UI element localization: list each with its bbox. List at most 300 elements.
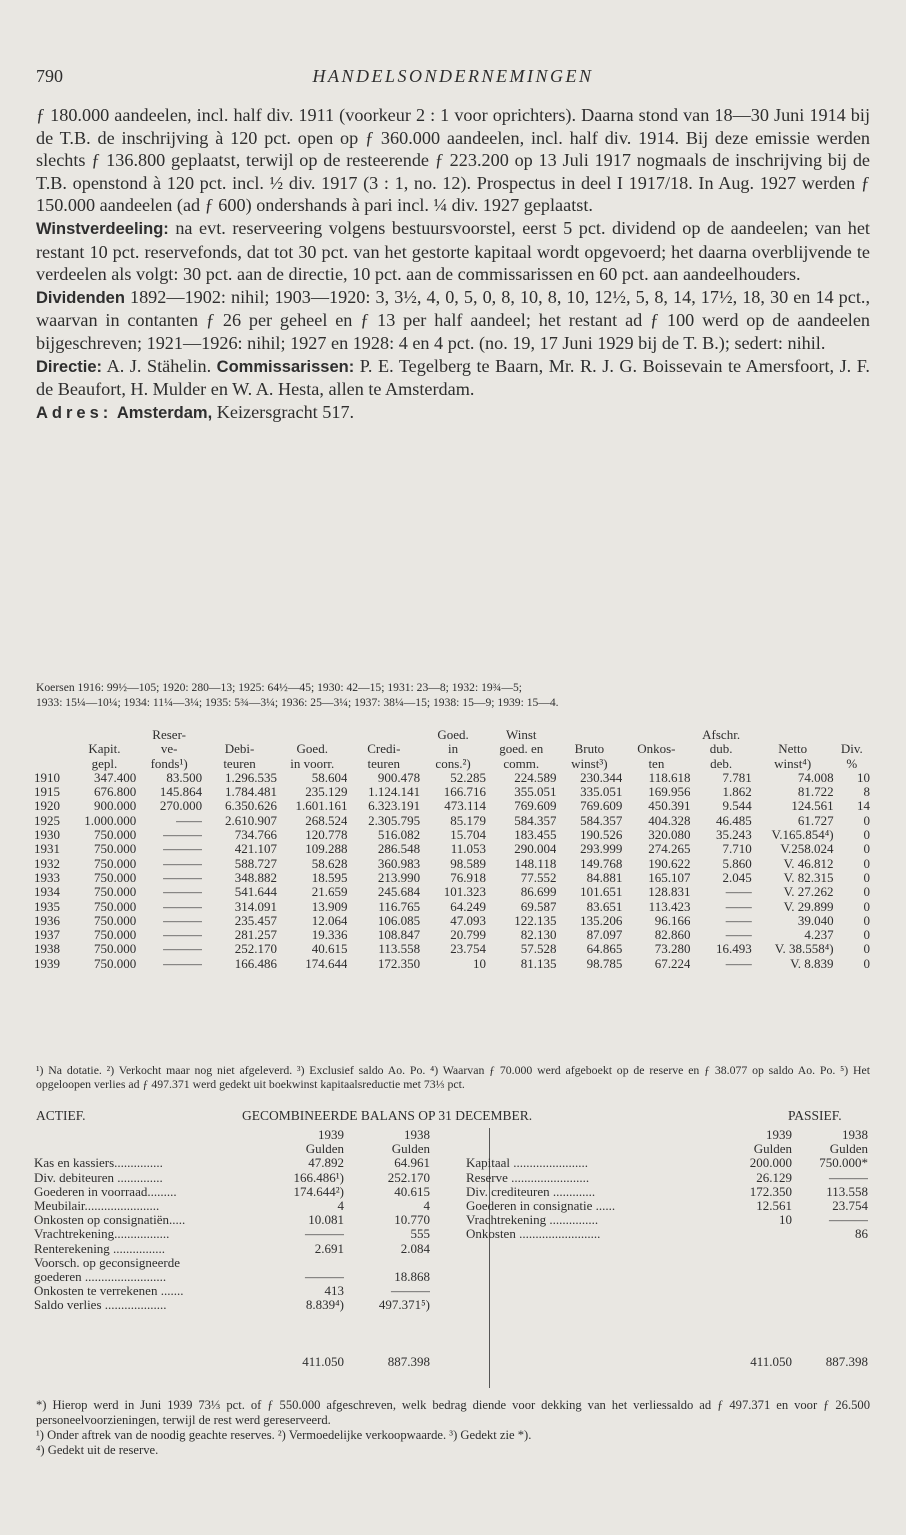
table-cell: 0 — [863, 956, 870, 971]
table-cell: 584.357 — [580, 813, 623, 828]
actief-row — [34, 1270, 430, 1284]
table-cell: 113.558 — [378, 942, 421, 957]
passief-item-label: Reserve ........................ — [466, 1170, 590, 1185]
table-header-row — [34, 742, 870, 756]
passief-row — [466, 1171, 868, 1185]
table-cell: V.258.024 — [780, 842, 834, 857]
actief-value-1939: 174.644²) — [293, 1184, 344, 1199]
passief-value-1939: 411.050 — [750, 1355, 792, 1370]
passief-value-1938: 86 — [855, 1227, 868, 1242]
passief-value-1939 — [726, 1227, 792, 1241]
table-cell: 473.114 — [444, 799, 487, 814]
table-cell: 7.781 — [722, 770, 752, 785]
table-cell: 750.000 — [93, 956, 137, 971]
table-cell: 1.601.161 — [295, 799, 348, 814]
table-cell: 8 — [863, 785, 870, 800]
table-cell: 9.544 — [722, 799, 752, 814]
spacer-row — [466, 1256, 868, 1270]
table-cell: 69.587 — [520, 899, 557, 914]
table-cell: 10 — [473, 956, 487, 971]
spacer-row — [466, 1270, 868, 1284]
commissarissen-text: P. E. Tegelberg te Baarn, Mr. R. J. G. Boissevain te Amersfoort, J. F. de Beaufort, H. Mulder en W. A. Hesta, allen te Amsterdam. — [36, 355, 870, 400]
table-cell: 190.622 — [648, 856, 691, 871]
passief-item-label — [466, 1142, 726, 1156]
actief-item-label: Voorsch. op geconsigneerde — [34, 1255, 180, 1270]
actief-row — [34, 1227, 430, 1241]
actief-year-header — [34, 1128, 430, 1142]
column-header: winst⁴) — [774, 756, 812, 771]
table-cell: 113.423 — [648, 899, 691, 914]
balance-sheet — [34, 1108, 872, 1398]
table-row — [34, 785, 870, 799]
table-header-row — [34, 728, 870, 742]
actief-item-label: Goederen in voorraad......... — [34, 1184, 177, 1199]
table-cell: —— — [725, 928, 752, 943]
actief-side — [34, 1128, 430, 1369]
table-cell: 190.526 — [580, 828, 623, 843]
table-cell: V.165.854⁴) — [771, 828, 834, 843]
table-cell: 58.628 — [311, 856, 348, 871]
year-cell: 1932 — [34, 856, 60, 871]
table-row — [34, 928, 870, 942]
table-cell: ——— — [163, 913, 203, 928]
table-cell: 98.785 — [586, 956, 623, 971]
column-header: % — [846, 756, 858, 771]
table-cell: 900.000 — [93, 799, 137, 814]
passief-row — [466, 1227, 868, 1241]
column-header — [622, 728, 690, 742]
balance-footnote: *) Hierop werd in Juni 1939 73⅓ pct. of ƒ 550.000 afgeschreven, welk bedrag diende voor dekking van het verliessaldo ad ƒ 497.371 en voor ƒ 26.500 personeelvoorzieningen, terwijl de rest werd gereserveerd. — [36, 1398, 870, 1427]
spacer-row — [34, 1341, 430, 1355]
table-cell: 347.400 — [93, 770, 137, 785]
table-cell: 1.000.000 — [84, 813, 137, 828]
column-header: fonds¹) — [150, 756, 188, 771]
actief-value-1938: 64.961 — [394, 1156, 430, 1171]
table-cell: 40.615 — [311, 942, 348, 957]
table-cell: 290.004 — [514, 842, 557, 857]
table-cell: —— — [725, 899, 752, 914]
actief-item-label: Renterekening ................ — [34, 1241, 166, 1256]
table-cell: 14 — [857, 799, 870, 814]
passief-value-1938: Gulden — [829, 1142, 868, 1157]
column-header: Debi- — [224, 742, 255, 757]
winstverdeeling-text: na evt. reserveering volgens bestuursvoorstel, eerst 5 pct. dividend op de aandeelen; van het restant 10 pct. reservefonds, dat tot 30 pct. van het gestorte kapitaal wordt opgevoerd; het daarna overblijvende te verdeelen als volgt: 30 pct. aan de directie, 10 pct. aan de commissarissen en 60 pct. aan aandeelhouders. — [36, 217, 870, 285]
table-cell: 172.350 — [377, 956, 421, 971]
winstverdeeling-paragraph — [36, 217, 870, 286]
page-number: 790 — [36, 66, 63, 86]
year-cell: 1933 — [34, 870, 60, 885]
koersen-line: Koersen 1916: 99½—105; 1920: 280—13; 1925: 64½—45; 1930: 42—15; 1931: 23—8; 1932: 19¾—5; — [36, 681, 522, 694]
actief-item-label: Div. debiteuren .............. — [34, 1170, 163, 1185]
actief-value-1938 — [344, 1256, 430, 1270]
table-cell: 73.280 — [654, 942, 691, 957]
table-cell: 82.130 — [520, 928, 557, 943]
actief-value-1938: ——— — [391, 1284, 430, 1299]
actief-value-1938: 252.170 — [387, 1170, 430, 1185]
table-cell: 13.909 — [311, 899, 348, 914]
actief-item-label — [34, 1128, 274, 1142]
table-cell: V. 82.315 — [783, 870, 834, 885]
actief-value-1938: 2.084 — [400, 1241, 430, 1256]
table-cell: 124.561 — [791, 799, 834, 814]
table-cell: ——— — [163, 928, 203, 943]
table-cell: —— — [725, 885, 752, 900]
table-cell: 87.097 — [586, 928, 623, 943]
actief-item-label: Meubilair....................... — [34, 1199, 160, 1214]
passief-label: PASSIEF. — [788, 1108, 842, 1123]
table-cell: 1.784.481 — [225, 785, 278, 800]
table-cell: —— — [725, 956, 752, 971]
table-row — [34, 942, 870, 956]
table-row — [34, 914, 870, 928]
table-footnote-text: ¹) Na dotatie. ²) Verkocht maar nog niet afgeleverd. ³) Exclusief saldo Ao. Po. ⁴) Waarvan ƒ 70.000 werd afgeboekt op de reserve en ƒ 38.077 op saldo Ao. Po. ⁵) Het opgeloopen verlies ad ƒ 497.371 werd gedekt uit boekwinst kapitaalsreductie met 73⅓ pct. — [36, 1063, 870, 1091]
table-cell: 16.493 — [716, 942, 752, 957]
table-cell: 0 — [863, 856, 870, 871]
table-cell: 676.800 — [93, 785, 137, 800]
column-header — [34, 757, 73, 771]
table-cell: 128.831 — [648, 885, 691, 900]
table-cell: 23.754 — [450, 942, 487, 957]
table-cell: 81.722 — [797, 785, 834, 800]
table-cell: V. 38.558⁴) — [774, 942, 834, 957]
table-cell: —— — [725, 913, 752, 928]
table-cell: 750.000 — [93, 899, 137, 914]
passief-value-1939: 1939 — [766, 1128, 792, 1142]
running-title: HANDELSONDERNEMINGEN — [312, 66, 594, 86]
column-header: winst³) — [571, 756, 608, 771]
table-cell: 516.082 — [377, 828, 421, 843]
column-header — [73, 728, 137, 742]
table-cell: 46.485 — [716, 813, 752, 828]
table-cell: 360.983 — [377, 856, 421, 871]
passief-value-1938: ——— — [829, 1213, 868, 1228]
table-cell: 174.644 — [305, 956, 348, 971]
table-cell: V. 8.839 — [790, 956, 834, 971]
passief-item-label — [466, 1128, 726, 1142]
table-cell: 286.548 — [377, 842, 421, 857]
adres-paragraph — [36, 401, 870, 425]
actief-row — [34, 1156, 430, 1170]
table-row — [34, 957, 870, 971]
table-cell: 4.237 — [804, 928, 834, 943]
table-cell: 67.224 — [654, 956, 691, 971]
table-cell: 588.727 — [234, 856, 278, 871]
table-cell: 274.265 — [648, 842, 691, 857]
column-header: Div. — [840, 742, 863, 757]
table-cell: V. 29.899 — [783, 899, 834, 914]
table-cell: 148.118 — [514, 856, 557, 871]
table-cell: 734.766 — [234, 828, 278, 843]
column-header: Goed. — [437, 728, 469, 742]
table-cell: 450.391 — [648, 799, 691, 814]
table-cell: 750.000 — [93, 885, 137, 900]
actief-item-label: goederen ......................... — [34, 1270, 167, 1285]
table-cell: 769.609 — [514, 799, 557, 814]
passief-value-1939: 172.350 — [749, 1184, 792, 1199]
dividenden-label: Dividenden — [36, 288, 125, 307]
year-cell: 1931 — [34, 842, 60, 857]
actief-label: ACTIEF. — [36, 1108, 86, 1123]
table-cell: 320.080 — [648, 828, 691, 843]
table-cell: V. 27.262 — [783, 885, 834, 900]
column-header: in — [448, 742, 459, 757]
actief-row — [34, 1242, 430, 1256]
actief-row — [34, 1171, 430, 1185]
actief-value-1938: 40.615 — [394, 1184, 430, 1199]
passief-item-label — [466, 1355, 726, 1369]
passief-value-1939: 200.000 — [749, 1156, 792, 1171]
table-cell: ——— — [163, 870, 203, 885]
table-cell: 900.478 — [377, 770, 421, 785]
table-cell: 0 — [863, 899, 870, 914]
table-cell: 541.644 — [234, 885, 278, 900]
table-cell: 108.847 — [377, 928, 421, 943]
balance-footnote: ¹) Onder aftrek van de noodig geachte reserves. ²) Vermoedelijke verkoopwaarde. ³) Gedekt zie *). — [36, 1428, 532, 1442]
running-header — [36, 66, 870, 90]
actief-value-1938: 4 — [423, 1199, 430, 1214]
table-cell: 421.107 — [234, 842, 278, 857]
actief-value-1938: 1938 — [404, 1128, 430, 1142]
table-cell: 166.716 — [443, 785, 487, 800]
column-header — [752, 728, 834, 742]
table-cell: 83.500 — [166, 770, 203, 785]
table-footnotes — [36, 1064, 870, 1091]
table-cell: 2.305.795 — [368, 813, 421, 828]
actief-value-1939: 47.892 — [308, 1156, 344, 1171]
table-cell: 245.684 — [377, 885, 421, 900]
actief-row — [34, 1213, 430, 1227]
table-cell: 57.528 — [520, 942, 557, 957]
column-header: Credi- — [367, 742, 401, 757]
table-cell: ——— — [163, 899, 203, 914]
table-cell: 12.064 — [311, 913, 348, 928]
column-header: deb. — [710, 756, 733, 771]
table-cell: 61.727 — [797, 813, 834, 828]
passief-row — [466, 1213, 868, 1227]
table-cell: 5.860 — [722, 856, 752, 871]
table-row — [34, 900, 870, 914]
column-header — [347, 728, 420, 742]
table-cell: 270.000 — [159, 799, 203, 814]
table-cell: 64.249 — [450, 899, 487, 914]
table-cell: 404.328 — [648, 813, 691, 828]
column-header — [34, 742, 73, 756]
actief-value-1938: 10.770 — [394, 1213, 430, 1228]
table-row — [34, 828, 870, 842]
table-cell: 0 — [863, 885, 870, 900]
actief-row — [34, 1298, 430, 1312]
table-cell: 39.040 — [797, 913, 834, 928]
table-cell: 750.000 — [93, 870, 137, 885]
column-header: Netto — [778, 742, 808, 757]
table-cell: 1.862 — [722, 785, 752, 800]
spacer-row — [34, 1327, 430, 1341]
dividenden-text: 1892—1902: nihil; 1903—1920: 3, 3½, 4, 0, 5, 0, 8, 10, 8, 10, 12½, 5, 8, 14, 17½, 18, 30 en 14 pct., waarvan in contanten ƒ 26 per geheel en ƒ 13 per half aandeel; het restant ad ƒ 100 werd op de aandeelen bijgeschreven; 1921—1926: nihil; 1927 en 1928: 4 en 4 pct. (no. 19, 17 Juni 1929 bij de T. B.); sedert: nihil. — [36, 286, 870, 353]
passief-value-1938: 887.398 — [825, 1355, 868, 1370]
table-cell: 96.166 — [654, 913, 691, 928]
intro-paragraph: ƒ 180.000 aandeelen, incl. half div. 1911 (voorkeur 2 : 1 voor oprichters). Daarna stond van 18—30 Juni 1914 bij de T.B. de inschrijving à 120 pct. open op ƒ 360.000 aandeelen, incl. half div. 1914. Bij deze emissie werden slechts ƒ 136.800 geplaatst, terwijl op de resteerende ƒ 223.200 op 13 Juli 1917 nogmaals de inschrijving bij de T.B. openstond à 120 pct. incl. ½ div. 1917 (3 : 1, no. 12). Prospectus in deel I 1917/18. In Aug. 1927 werden ƒ 150.000 aandeelen (ad ƒ 600) ondershands à pari incl. ¼ div. 1927 geplaatst. — [36, 105, 870, 216]
table-cell: 2.610.907 — [225, 813, 278, 828]
table-cell: 0 — [863, 928, 870, 943]
passief-value-1938: 113.558 — [826, 1184, 868, 1199]
table-cell: 7.710 — [722, 842, 752, 857]
passief-year-header — [466, 1128, 868, 1142]
column-header: Goed. — [296, 742, 328, 757]
table-row — [34, 857, 870, 871]
actief-value-1939: 2.691 — [314, 1241, 344, 1256]
table-cell: 77.552 — [520, 870, 557, 885]
table-cell: 98.589 — [450, 856, 487, 871]
table-cell: 85.179 — [450, 813, 487, 828]
passief-value-1938: ——— — [829, 1170, 868, 1185]
year-cell: 1930 — [34, 828, 60, 843]
table-cell: 58.604 — [311, 770, 348, 785]
table-cell: 252.170 — [234, 942, 278, 957]
passief-value-1939: Gulden — [753, 1142, 792, 1157]
actief-row — [34, 1185, 430, 1199]
actief-value-1938: 497.371⁵) — [378, 1298, 430, 1313]
table-cell: 235.457 — [234, 913, 278, 928]
table-cell: 6.350.626 — [225, 799, 278, 814]
actief-value-1939: Gulden — [305, 1142, 344, 1157]
table-cell: 0 — [863, 913, 870, 928]
year-cell: 1938 — [34, 942, 60, 957]
table-cell: 1.124.141 — [368, 785, 421, 800]
company-description — [36, 104, 870, 424]
year-cell: 1910 — [34, 770, 60, 785]
table-cell: 314.091 — [234, 899, 278, 914]
table-cell: 750.000 — [93, 942, 137, 957]
column-header — [556, 728, 622, 742]
passief-value-1939: 26.129 — [756, 1170, 792, 1185]
table-row — [34, 885, 870, 899]
table-cell: 183.455 — [514, 828, 557, 843]
table-cell: 83.651 — [586, 899, 623, 914]
passief-total-row — [466, 1355, 868, 1369]
table-row — [34, 771, 870, 785]
passief-value-1939: 12.561 — [756, 1199, 792, 1214]
directie-label: Directie: — [36, 357, 103, 376]
table-cell: 118.618 — [648, 770, 691, 785]
commissarissen-label: Commissarissen: — [216, 357, 355, 376]
table-cell: 230.344 — [580, 770, 623, 785]
spacer-row — [466, 1284, 868, 1298]
year-cell: 1935 — [34, 899, 60, 914]
table-cell: 82.860 — [654, 928, 691, 943]
passief-row — [466, 1156, 868, 1170]
table-cell: 750.000 — [93, 913, 137, 928]
passief-item-label: Kapitaal ....................... — [466, 1156, 589, 1171]
table-cell: 0 — [863, 813, 870, 828]
table-cell: 1.296.535 — [225, 770, 278, 785]
table-cell: 86.699 — [520, 885, 557, 900]
year-cell: 1920 — [34, 799, 60, 814]
spacer-row — [466, 1298, 868, 1312]
table-cell: 235.129 — [305, 785, 348, 800]
actief-value-1939: ——— — [305, 1227, 344, 1242]
table-cell: 224.589 — [514, 770, 557, 785]
table-cell: 0 — [863, 842, 870, 857]
table-cell: 2.045 — [722, 870, 752, 885]
table-cell: —— — [176, 813, 203, 828]
column-header: Bruto — [574, 742, 605, 757]
table-cell: 0 — [863, 870, 870, 885]
table-cell: 149.768 — [580, 856, 623, 871]
column-header: Onkos- — [637, 742, 676, 757]
spacer-row — [34, 1313, 430, 1327]
actief-item-label: Onkosten op consignatiën..... — [34, 1213, 186, 1228]
column-header: gepl. — [91, 756, 118, 771]
table-header-row — [34, 757, 870, 771]
table-cell: 165.107 — [648, 870, 691, 885]
passief-row — [466, 1185, 868, 1199]
column-header — [834, 728, 870, 742]
actief-total-row — [34, 1355, 430, 1369]
table-cell: 750.000 — [93, 928, 137, 943]
table-cell: 769.609 — [580, 799, 623, 814]
table-cell: 293.999 — [580, 842, 623, 857]
actief-item-label: Onkosten te verrekenen ....... — [34, 1284, 184, 1299]
actief-value-1938: Gulden — [391, 1142, 430, 1157]
balance-footnotes — [36, 1398, 870, 1458]
koersen-block — [36, 680, 870, 710]
column-header — [34, 728, 73, 742]
table-cell: 0 — [863, 942, 870, 957]
spacer-row — [466, 1327, 868, 1341]
passief-value-1938: 23.754 — [832, 1199, 868, 1214]
actief-row — [34, 1284, 430, 1298]
actief-row — [34, 1256, 430, 1270]
table-cell: 47.093 — [450, 913, 487, 928]
passief-item-label: Goederen in consignatie ...... — [466, 1199, 616, 1214]
table-cell: ——— — [163, 842, 203, 857]
actief-item-label — [34, 1355, 274, 1369]
passief-row — [466, 1199, 868, 1213]
table-cell: 11.053 — [450, 842, 487, 857]
table-row — [34, 871, 870, 885]
actief-value-1939: 411.050 — [302, 1355, 344, 1370]
table-cell: 750.000 — [93, 842, 137, 857]
table-cell: 64.865 — [586, 942, 623, 957]
table-row — [34, 799, 870, 813]
actief-value-1939: 8.839⁴) — [305, 1298, 344, 1313]
actief-row — [34, 1199, 430, 1213]
actief-value-1939: 413 — [324, 1284, 344, 1299]
table-cell: 145.864 — [159, 785, 203, 800]
column-header: comm. — [503, 756, 540, 771]
passief-item-label: Vrachtrekening ............... — [466, 1213, 599, 1228]
column-header: in voorr. — [290, 756, 335, 771]
table-cell: 213.990 — [377, 870, 421, 885]
adres-city: Amsterdam, — [116, 403, 213, 422]
table-cell: 268.524 — [305, 813, 348, 828]
column-header: ten — [648, 756, 665, 771]
spacer-row — [466, 1341, 868, 1355]
koersen-line: 1933: 15¼—10¼; 1934: 11¼—3¼; 1935: 5¾—3¼; 1936: 25—3¼; 1937: 38¼—15; 1938: 15—9; 1939: 15—4. — [36, 696, 559, 709]
column-header: Reser- — [152, 728, 186, 742]
year-cell: 1937 — [34, 928, 60, 943]
table-cell: 101.323 — [443, 885, 487, 900]
passief-unit-header — [466, 1142, 868, 1156]
directie-paragraph — [36, 355, 870, 401]
year-cell: 1934 — [34, 885, 60, 900]
table-cell: ——— — [163, 856, 203, 871]
table-cell: V. 46.812 — [783, 856, 834, 871]
table-cell: 52.285 — [450, 770, 487, 785]
actief-item-label: Saldo verlies ................... — [34, 1298, 167, 1313]
balance-title-row — [34, 1108, 872, 1125]
table-cell: 169.956 — [648, 785, 691, 800]
